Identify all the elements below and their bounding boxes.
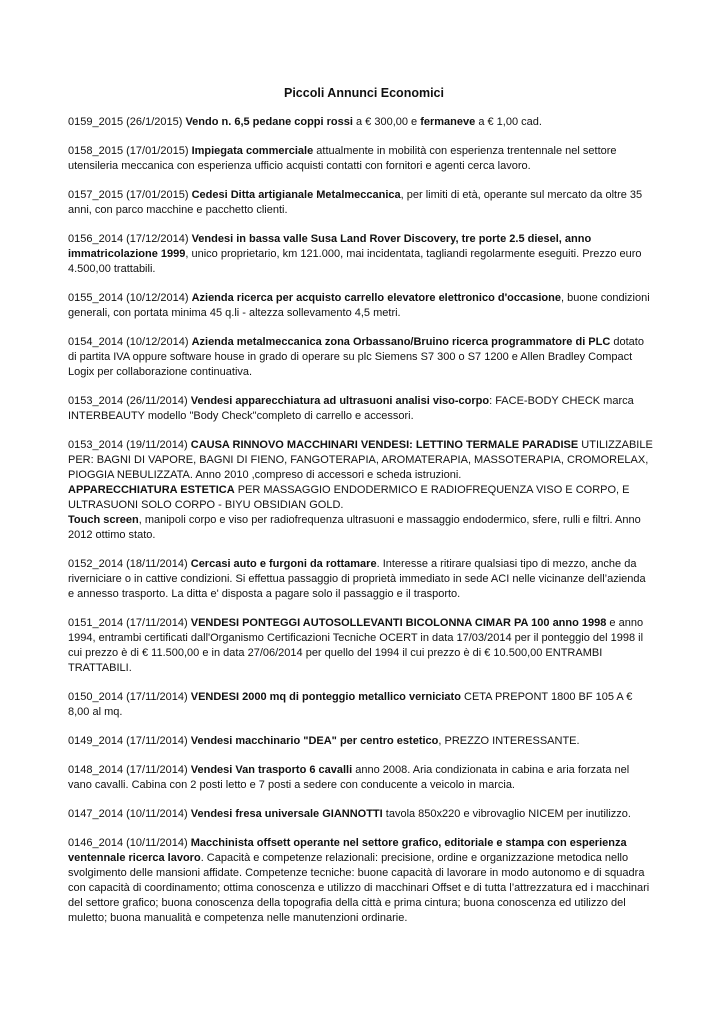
- ad-text: anno 2008. Aria condizionata in cabina e aria forzata nel vano cavalli. Cabina con 2 posti letto e 7 posti a sedere con conducente a veicolo in marcia.: [68, 764, 630, 791]
- ad-paragraph: [68, 438, 654, 483]
- ad-paragraph: [68, 836, 654, 926]
- ad-paragraph: [68, 557, 654, 602]
- ad-bold-text: Vendesi fresa universale GIANNOTTI: [190, 808, 383, 820]
- ad-text: , PREZZO INTERESSANTE.: [438, 735, 580, 747]
- ad-text: , per limiti di età, operante sul mercato da oltre 35 anni, con parco macchine e pacchetto clienti.: [68, 189, 643, 216]
- ad-bold-text: CAUSA RINNOVO MACCHINARI VENDESI: LETTINO TERMALE PARADISE: [190, 439, 579, 451]
- ad-item: [68, 438, 654, 543]
- ad-text: 0151_2014 (17/11/2014): [68, 617, 191, 629]
- ad-item: [68, 144, 654, 174]
- ad-paragraph: [68, 291, 654, 321]
- ad-text: 0159_2015 (26/1/2015): [68, 116, 186, 128]
- ad-item: [68, 232, 654, 277]
- ad-text: 0157_2015 (17/01/2015): [68, 189, 192, 201]
- ad-paragraph: [68, 763, 654, 793]
- ad-text: tavola 850x220 e vibrovaglio NICEM per inutilizzo.: [382, 808, 631, 820]
- ad-item: [68, 616, 654, 676]
- ad-text: e anno 1994, entrambi certificati dall'Organismo Certificazioni Tecniche OCERT in data 17/03/2014 per il ponteggio del 1998 il cui prezzo è di € 11.500,00 e in data 27/06/2014 per quello del 1994 il cui prezzo è di € 10.500,00 ENTRAMBI TRATTABILI.: [68, 617, 644, 674]
- ad-item: [68, 763, 654, 793]
- ad-bold-text: Vendesi in bassa valle Susa Land Rover Discovery, tre porte 2.5 diesel, anno immatricolazione 1999: [68, 233, 592, 260]
- ad-text: 0153_2014 (26/11/2014): [68, 395, 191, 407]
- ad-text: PER MASSAGGIO ENDODERMICO E RADIOFREQUENZA VISO E CORPO, E ULTRASUONI SOLO CORPO - BIYU OBSIDIAN GOLD.: [68, 484, 630, 511]
- ad-bold-text: fermaneve: [420, 116, 476, 128]
- ad-text: 0148_2014 (17/11/2014): [68, 764, 191, 776]
- ad-paragraph: [68, 144, 654, 174]
- ad-text: 0155_2014 (10/12/2014): [68, 292, 192, 304]
- ad-item: [68, 335, 654, 380]
- ad-bold-text: Vendesi macchinario "DEA" per centro estetico: [190, 735, 439, 747]
- ad-paragraph: [68, 483, 654, 513]
- ad-item: [68, 807, 654, 822]
- ad-text: 0152_2014 (18/11/2014): [68, 558, 191, 570]
- ad-paragraph: [68, 807, 654, 822]
- ad-item: [68, 690, 654, 720]
- ad-text: a € 1,00 cad.: [475, 116, 542, 128]
- ad-text: CETA PREPONT 1800 BF 105 A € 8,00 al mq.: [68, 691, 633, 718]
- ad-text: 0150_2014 (17/11/2014): [68, 691, 191, 703]
- page-title: Piccoli Annunci Economici: [284, 86, 444, 100]
- ad-text: , unico proprietario, km 121.000, mai incidentata, tagliandi regolarmente eseguiti. Prezzo euro 4.500,00 trattabili.: [68, 248, 642, 275]
- ad-text: dotato di partita IVA oppure software house in grado di operare su plc Siemens S7 300 o S7 1200 e Allen Bradley Compact Logix per collaborazione continuativa.: [68, 336, 644, 378]
- ad-bold-text: Cercasi auto e furgoni da rottamare: [190, 558, 377, 570]
- ad-item: [68, 734, 654, 749]
- ad-paragraph: [68, 115, 654, 130]
- ad-item: [68, 115, 654, 130]
- ad-bold-text: Impiegata commerciale: [191, 145, 314, 157]
- ad-paragraph: [68, 513, 654, 543]
- ad-text: 0149_2014 (17/11/2014): [68, 735, 191, 747]
- ad-paragraph: [68, 232, 654, 277]
- ad-bold-text: Macchinista offsett operante nel settore grafico, editoriale e stampa con esperienza ventennale ricerca lavoro: [68, 837, 627, 864]
- ad-paragraph: [68, 188, 654, 218]
- ad-text: 0154_2014 (10/12/2014): [68, 336, 192, 348]
- ad-bold-text: VENDESI PONTEGGI AUTOSOLLEVANTI BICOLONNA CIMAR PA 100 anno 1998: [190, 617, 607, 629]
- ad-text: 0147_2014 (10/11/2014): [68, 808, 191, 820]
- ad-text: . Interesse a ritirare qualsiasi tipo di mezzo, anche da riverniciare o in cattive condizioni. Si effettua passaggio di proprietà immediato in sede ACI nelle vicinanze dell’azienda e annesso trasporto. La ditta e' disposta a pagare solo il passaggio e il trasporto.: [68, 558, 646, 600]
- ad-item: [68, 394, 654, 424]
- ad-paragraph: [68, 394, 654, 424]
- ad-bold-text: APPARECCHIATURA ESTETICA: [68, 484, 235, 496]
- ad-paragraph: [68, 690, 654, 720]
- ads-list: [68, 115, 654, 926]
- ad-paragraph: [68, 335, 654, 380]
- ad-text: 0153_2014 (19/11/2014): [68, 439, 191, 451]
- ad-bold-text: Vendesi Van trasporto 6 cavalli: [190, 764, 353, 776]
- ad-bold-text: Vendesi apparecchiatura ad ultrasuoni analisi viso-corpo: [190, 395, 490, 407]
- ad-item: [68, 291, 654, 321]
- ad-text: . Capacità e competenze relazionali: precisione, ordine e organizzazione metodica nello svolgimento delle mansioni affidate. Competenze tecniche: buone capacità di lavorare in modo autonomo e di squadra con capacità di coordinamento; ottima conoscenza e utilizzo di macchinari Offset e di tutta l’attrezzatura ed i macchinari del settore grafico; buona conoscenza della topografia della città e prima cintura; buona conoscenza ed utilizzo del muletto; buona manualità e competenza nelle manutenzioni ordinarie.: [68, 852, 650, 924]
- ad-item: [68, 188, 654, 218]
- ad-text: 0146_2014 (10/11/2014): [68, 837, 191, 849]
- ad-bold-text: VENDESI 2000 mq di ponteggio metallico verniciato: [190, 691, 461, 703]
- ad-item: [68, 557, 654, 602]
- ad-text: a € 300,00 e: [352, 116, 421, 128]
- ad-bold-text: Azienda metalmeccanica zona Orbassano/Bruino ricerca programmatore di PLC: [191, 336, 611, 348]
- ad-text: , buone condizioni generali, con portata minima 45 q.li - altezza sollevamento 4,5 metri.: [68, 292, 650, 319]
- ad-text: 0156_2014 (17/12/2014): [68, 233, 192, 245]
- ad-text: : FACE-BODY CHECK marca INTERBEAUTY modello "Body Check"completo di carrello e accessori.: [68, 395, 634, 422]
- ad-bold-text: Azienda ricerca per acquisto carrello elevatore elettronico d'occasione: [191, 292, 561, 304]
- ad-text: UTILIZZABILE PER: BAGNI DI VAPORE, BAGNI DI FIENO, FANGOTERAPIA, AROMATERAPIA, MASSOTERAPIA, CROMORELAX, PIOGGIA NEBULIZZATA. Anno 2010 ,compreso di accessori e scheda istruzioni.: [68, 439, 653, 481]
- ad-paragraph: [68, 616, 654, 676]
- ad-bold-text: Cedesi Ditta artigianale Metalmeccanica: [191, 189, 401, 201]
- ad-text: attualmente in mobilità con esperienza trentennale nel settore utensileria meccanica con esperienza ufficio acquisti contatti con fornitori e agenti cerca lavoro.: [68, 145, 617, 172]
- ad-bold-text: Vendo n. 6,5 pedane coppi rossi: [185, 116, 353, 128]
- ad-text: 0158_2015 (17/01/2015): [68, 145, 192, 157]
- ad-item: [68, 836, 654, 926]
- ad-bold-text: Touch screen: [68, 514, 139, 526]
- ad-paragraph: [68, 734, 654, 749]
- ad-text: , manipoli corpo e viso per radiofrequenza ultrasuoni e massaggio endodermico, sfere, rulli e filtri. Anno 2012 ottimo stato.: [68, 514, 641, 541]
